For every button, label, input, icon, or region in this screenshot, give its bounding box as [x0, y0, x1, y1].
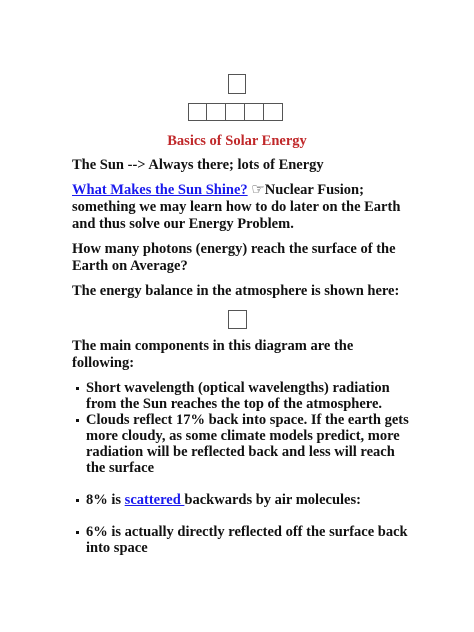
sun-shine-link[interactable]: What Makes the Sun Shine?: [72, 182, 248, 198]
fusion-text: Nuclear Fusion; something we may learn how to do later on the Earth and thus solve our Energy Problem.: [72, 182, 401, 232]
image-placeholder-icon: [245, 103, 264, 121]
image-placeholder-icon: [226, 103, 245, 121]
list-item: 6% is actually directly reflected off the surface back into space: [72, 524, 412, 556]
image-placeholder-icon: [228, 74, 246, 94]
image-placeholder-icon: [228, 310, 247, 329]
components-paragraph: The main components in this diagram are the following:: [72, 338, 354, 371]
scattered-link[interactable]: scattered: [124, 492, 185, 508]
page-title: Basics of Solar Energy: [167, 133, 307, 149]
bullet-icon: [76, 387, 79, 390]
bullet-icon: [76, 419, 79, 422]
photons-paragraph: How many photons (energy) reach the surface of the Earth on Average?: [72, 241, 396, 274]
image-placeholder-row: [188, 103, 283, 121]
bullet-icon: [76, 531, 79, 534]
sun-shine-paragraph: [72, 182, 412, 233]
bullet-icon: [76, 499, 79, 502]
energy-balance-paragraph: The energy balance in the atmosphere is shown here:: [72, 283, 400, 299]
image-placeholder-icon: [207, 103, 226, 121]
list-item: 8% is scattered backwards by air molecules:: [72, 492, 412, 508]
pointing-hand-icon: ☞: [251, 182, 265, 198]
image-placeholder-icon: [188, 103, 207, 121]
image-placeholder-icon: [264, 103, 283, 121]
list-item: Clouds reflect 17% back into space. If the earth gets more cloudy, as some climate models predict, more radiation will be reflected back and less will reach the surface: [72, 412, 412, 476]
components-list: [72, 380, 412, 556]
list-item: Short wavelength (optical wavelengths) radiation from the Sun reaches the top of the atmosphere.: [72, 380, 412, 412]
intro-paragraph: The Sun --> Always there; lots of Energy: [72, 157, 324, 173]
